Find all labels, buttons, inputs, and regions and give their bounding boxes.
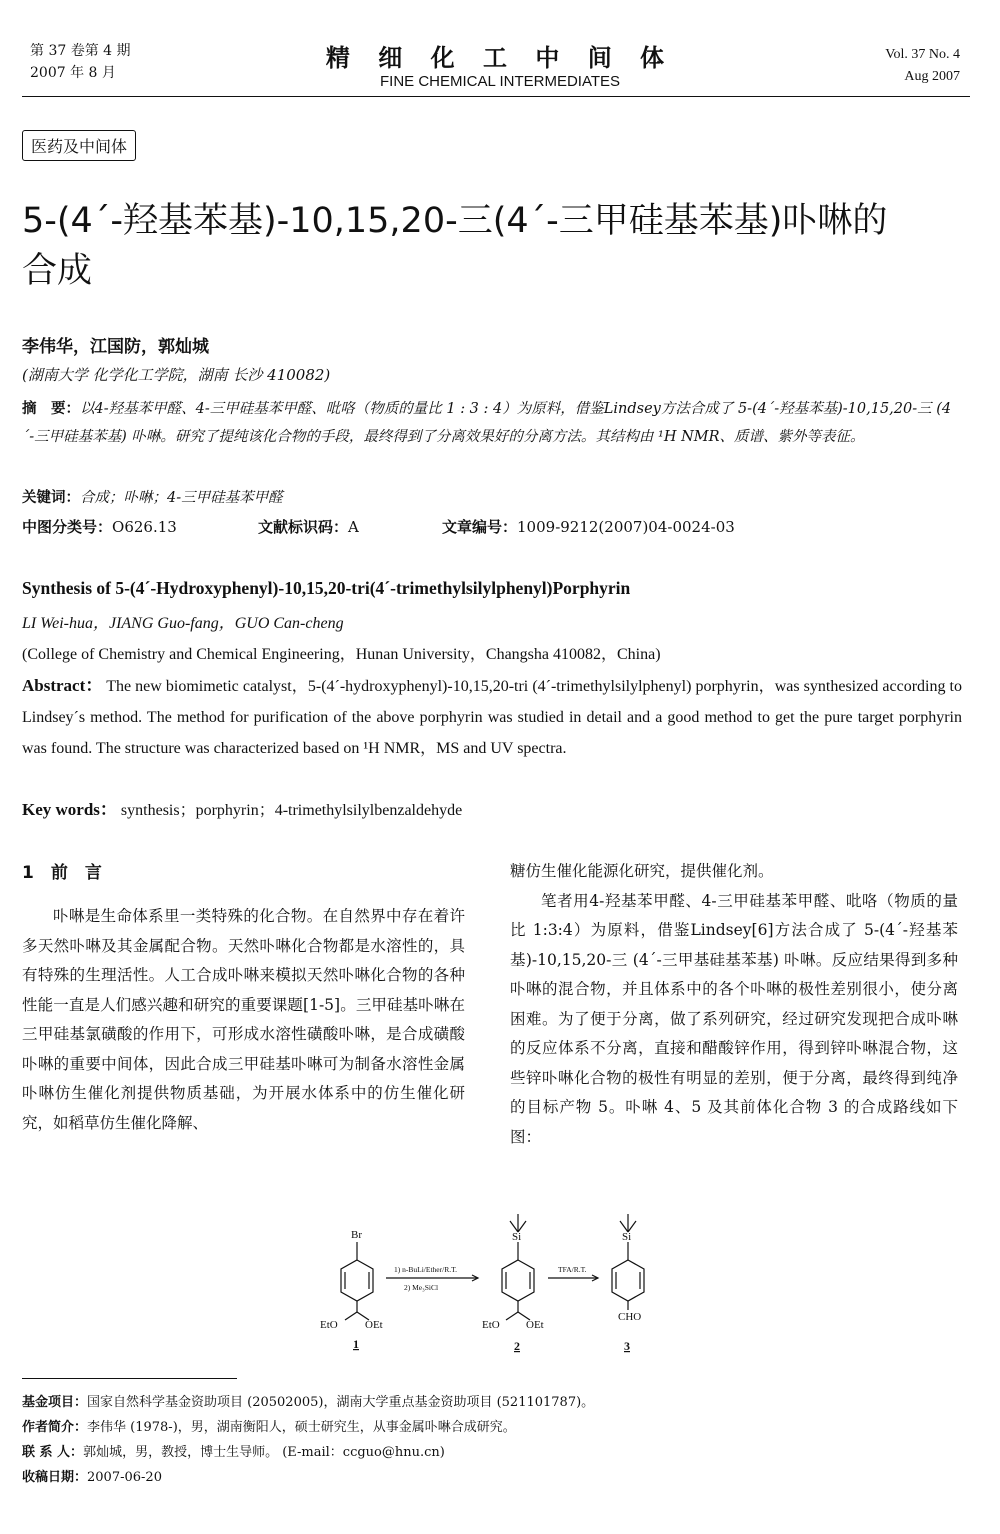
volume-en: Vol. 37 No. 4	[885, 47, 960, 62]
reagent-step1b: 2) Me₃SiCl	[404, 1283, 439, 1292]
compound-1-structure	[341, 1242, 373, 1320]
compound-number-1: 1	[353, 1337, 359, 1351]
footnote-author	[22, 1415, 972, 1440]
compound-3-structure	[612, 1214, 644, 1310]
abstract-en-label: Abstract：	[22, 676, 103, 695]
doc-code-label: 文献标识码：	[258, 518, 349, 536]
received-text: 2007-06-20	[87, 1470, 162, 1485]
doc-code	[258, 516, 359, 537]
contact-label: 联 系 人：	[22, 1445, 84, 1460]
affiliation-cn: (湖南大学 化学化工学院，湖南 长沙 410082)	[22, 366, 331, 384]
received-label: 收稿日期：	[22, 1470, 88, 1485]
author-bio-label: 作者简介：	[22, 1420, 88, 1435]
keywords-cn	[22, 486, 283, 507]
authors-cn: 李伟华，江国防，郭灿城	[22, 337, 209, 357]
fund-label: 基金项目：	[22, 1395, 88, 1410]
keywords-cn-text: 合成；卟啉；4-三甲硅基苯甲醛	[80, 490, 283, 506]
abstract-cn-text: 以4-羟基苯甲醛、4-三甲硅基苯甲醛、吡咯（物质的量比 1 : 3 : 4）为原料，借鉴Lindsey方法合成了 5-(4´-羟基苯基)-10,15,20-三 (4´-三甲硅基苯基) 卟啉。研究了提纯该化合物的手段，最终得到了分离效果好的分离方法。其结构由 ¹H NMR、质谱、紫外等表征。	[22, 401, 952, 445]
issue-info-en	[885, 44, 960, 88]
article-no-label: 文章编号：	[442, 518, 518, 536]
footnote-divider	[22, 1378, 237, 1379]
clc-label: 中图分类号：	[22, 518, 113, 536]
clc	[22, 516, 177, 537]
footnote-fund	[22, 1390, 972, 1415]
clc-value: O626.13	[112, 518, 177, 536]
compound-2-structure	[502, 1214, 534, 1320]
authors-en: LI Wei-hua，JIANG Guo-fang，GUO Can-cheng	[22, 615, 344, 632]
label-si-2: Si	[512, 1231, 522, 1243]
issue-volume: 第 37 卷第 4 期	[30, 43, 131, 59]
reaction-scheme	[300, 1212, 680, 1362]
abstract-cn-label: 摘 要：	[22, 401, 80, 417]
body-right-column	[510, 857, 958, 1152]
issue-date: 2007 年 8 月	[30, 65, 116, 81]
journal-title-en: FINE CHEMICAL INTERMEDIATES	[379, 73, 621, 90]
article-title	[22, 196, 972, 296]
article-no	[442, 516, 735, 537]
doc-code-value: A	[348, 518, 359, 536]
keywords-en-label: Key words：	[22, 800, 117, 819]
contact-text: 郭灿城，男，教授，博士生导师。 (E-mail：ccguo@hnu.cn)	[83, 1445, 445, 1460]
label-eto-2: EtO	[482, 1319, 500, 1331]
journal-title-cn: 精 细 化 工 中 间 体	[325, 44, 675, 72]
label-cho: CHO	[618, 1311, 642, 1323]
fund-text: 国家自然科学基金资助项目 (20502005)，湖南大学重点基金资助项目 (521101787)。	[87, 1395, 595, 1410]
body-left-column: 卟啉是生命体系里一类特殊的化合物。在自然界中存在着许多天然卟啉及其金属配合物。天然卟啉化合物都是水溶性的，具有特殊的生理活性。人工合成卟啉来模拟天然卟啉化合物的各种性能一直是人们感兴趣和研究的重要课题[1-5]。三甲硅基卟啉在三甲硅基氯磺酸的作用下，可形成水溶性磺酸卟啉，是合成磺酸卟啉的重要中间体，因此合成三甲硅基卟啉可为制备水溶性金属卟啉仿生催化剂提供物质基础，为开展水体系中的仿生催化研究，如稻草仿生催化降解、	[22, 907, 465, 1132]
journal-title	[0, 38, 1000, 90]
keywords-cn-label: 关键词：	[22, 490, 80, 506]
keywords-en-text: synthesis；porphyrin；4-trimethylsilylbenzaldehyde	[120, 802, 463, 819]
label-br: Br	[351, 1229, 362, 1241]
right-col-continuation: 糖仿生催化能源化研究，提供催化剂。	[510, 862, 774, 880]
label-oet-1: OEt	[365, 1319, 383, 1331]
keywords-en	[22, 795, 462, 820]
article-title-line2: 合成	[22, 251, 93, 291]
reagent-step1a: 1) n-BuLi/Ether/R.T.	[394, 1265, 457, 1274]
abstract-cn	[22, 395, 962, 451]
footnotes	[22, 1390, 972, 1490]
abstract-en	[22, 670, 962, 764]
section-heading-intro: 1 前 言	[22, 863, 102, 883]
compound-number-2: 2	[514, 1339, 520, 1353]
footnote-contact	[22, 1440, 972, 1465]
compound-number-3: 3	[624, 1339, 630, 1353]
footnote-received	[22, 1465, 972, 1490]
reagent-step2: TFA/R.T.	[558, 1265, 587, 1274]
label-si-3: Si	[622, 1231, 632, 1243]
affiliation-en: (College of Chemistry and Chemical Engineering，Hunan University，Changsha 410082，China)	[22, 646, 661, 663]
section-tag: 医药及中间体	[22, 130, 136, 161]
label-oet-2: OEt	[526, 1319, 544, 1331]
title-en: Synthesis of 5-(4´-Hydroxyphenyl)-10,15,20-tri(4´-trimethylsilylphenyl)Porphyrin	[22, 578, 631, 598]
label-eto-1: EtO	[320, 1319, 338, 1331]
date-en: Aug 2007	[904, 69, 960, 84]
author-bio-text: 李伟华 (1978-)，男，湖南衡阳人，硕士研究生，从事金属卟啉合成研究。	[87, 1420, 516, 1435]
abstract-en-text: The new biomimetic catalyst，5-(4´-hydroxyphenyl)-10,15,20-tri (4´-trimethylsilylphenyl) porphyrin，was synthesized according to Lindsey´s method. The method for purification of the above porphyrin was studied in detail and a good method to get the pure target porphyrin was found. The structure was characterized based on ¹H NMR，MS and UV spectra.	[22, 678, 963, 757]
article-title-line1: 5-(4´-羟基苯基)-10,15,20-三(4´-三甲硅基苯基)卟啉的	[22, 201, 888, 241]
header-divider	[22, 96, 970, 97]
right-col-paragraph: 笔者用4-羟基苯甲醛、4-三甲硅基苯甲醛、吡咯（物质的量比 1:3:4）为原料，借鉴Lindsey[6]方法合成了 5-(4´-羟基苯基)-10,15,20-三 (4´-三甲基硅基苯基) 卟啉。反应结果得到多种卟啉的混合物，并且体系中的各个卟啉的极性差别很小，使分离困难。为了便于分离，做了系列研究，经过研究发现把合成卟啉的反应体系不分离，直接和醋酸锌作用，得到锌卟啉混合物，这些锌卟啉化合物的极性有明显的差别，便于分离，最终得到纯净的目标产物 5。卟啉 4、5 及其前体化合物 3 的合成路线如下图：	[510, 891, 958, 1146]
article-no-value: 1009-9212(2007)04-0024-03	[517, 518, 735, 536]
